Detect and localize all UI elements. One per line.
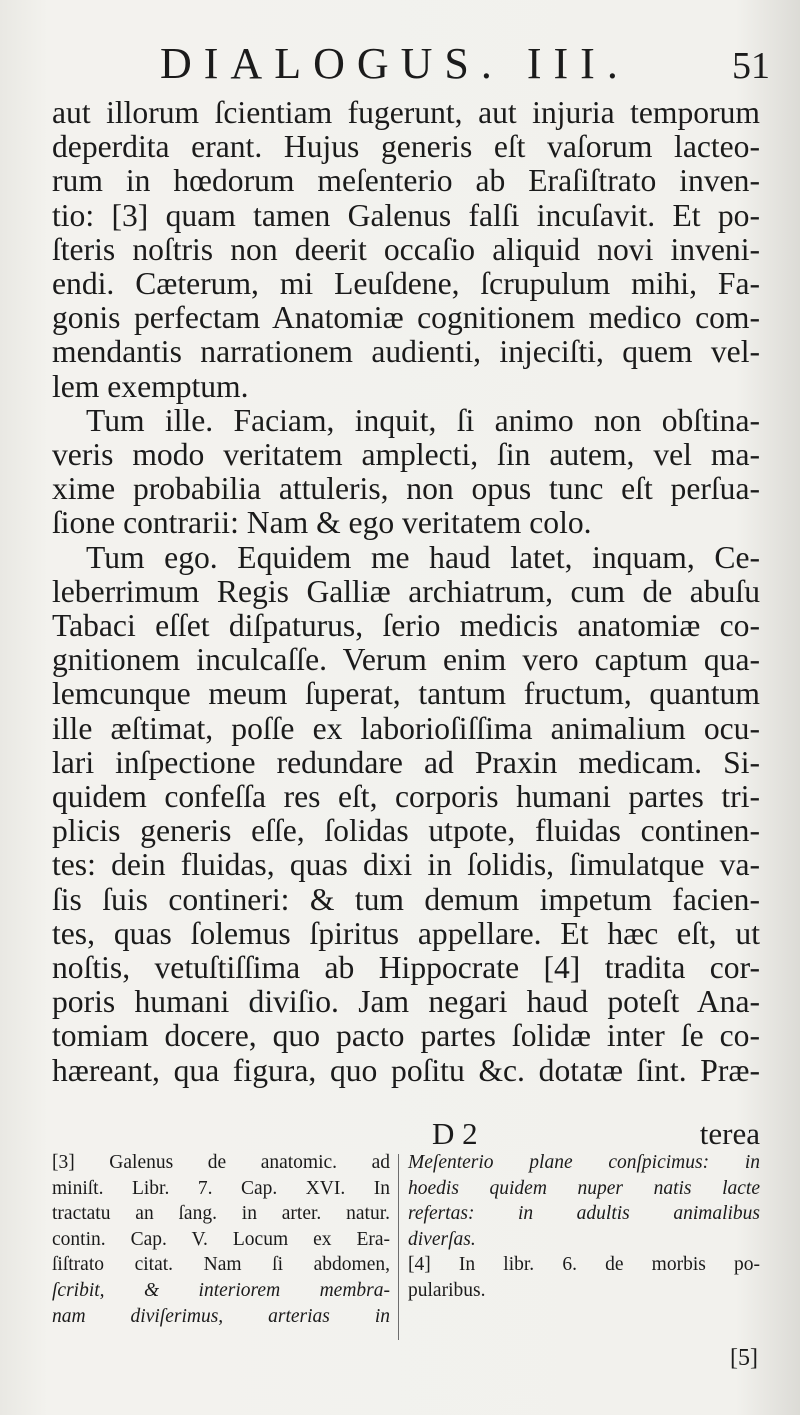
text-line: ille æſtimat, poſſe ex laborioſiſſima animalium ocu-	[52, 710, 760, 746]
text-line: aut illorum ſcientiam fugerunt, aut injuria temporum	[52, 95, 760, 130]
footnote-line: diverſas.	[408, 1228, 476, 1250]
text-line: quidem confeſſa res eſt, corporis humani partes tri-	[52, 779, 760, 815]
signature-mark: D 2	[432, 1116, 478, 1151]
text-line: tio: [3] quam tamen Galenus falſi incuſavit. Et po-	[52, 197, 760, 233]
footnote-line: hoedis quidem nuper natis lacte	[408, 1177, 760, 1199]
text-line: noſtis, vetuſtiſſima ab Hippocrate [4] tradita cor-	[52, 950, 760, 986]
text-line: tomiam docere, quo pacto partes ſolidæ inter ſe co-	[52, 1018, 760, 1054]
text-line: tes: dein fluidas, quas dixi in ſolidis, ſimulatque va-	[52, 847, 760, 883]
footnote-line: pularibus.	[408, 1279, 486, 1301]
text-line: ſis ſuis contineri: & tum demum impetum facien-	[52, 881, 760, 917]
text-line: lem exemptum.	[52, 368, 249, 404]
text-line: Tum ego. Equidem me haud latet, inquam, Ce-	[86, 539, 760, 575]
running-header	[40, 38, 770, 92]
footnote-line: tractatu an ſang. in arter. natur.	[52, 1203, 390, 1225]
footnotes-right-column	[408, 1150, 760, 1304]
footnotes-left-column	[52, 1150, 390, 1329]
text-line: endi. Cæterum, mi Leuſdene, ſcrupulum mihi, Fa-	[52, 266, 760, 302]
text-line: mendantis narrationem audienti, injeciſti, quem vel-	[52, 334, 760, 370]
footnote-line: ſcribit, & interiorem membra-	[52, 1279, 390, 1301]
text-line: Tum ille. Faciam, inquit, ſi animo non obſtina-	[86, 402, 760, 438]
footnote-line: Meſenterio plane conſpicimus: in	[408, 1152, 760, 1173]
footnote-line: refertas: in adultis animalibus	[408, 1203, 760, 1225]
catchword: terea	[699, 1116, 760, 1151]
footnote-line: miniſt. Libr. 7. Cap. XVI. In	[52, 1177, 390, 1199]
text-line: gnitionem inculcaſſe. Verum enim vero captum qua-	[52, 642, 760, 678]
signature-row	[52, 1116, 760, 1152]
text-line: gonis perfectam Anatomiæ cognitionem medico com-	[52, 300, 760, 336]
footnote-line: ſiſtrato citat. Nam ſi abdomen,	[52, 1254, 390, 1276]
footnote-divider	[398, 1154, 399, 1340]
footnotes	[52, 1150, 760, 1350]
text-line: poris humani diviſio. Jam negari haud poteſt Ana-	[52, 984, 760, 1020]
text-line: Tabaci eſſet diſpaturus, ſerio medicis anatomiæ co-	[52, 608, 760, 644]
text-line: tes, quas ſolemus ſpiritus appellare. Et hæc eſt, ut	[52, 915, 760, 951]
page-number: 51	[732, 45, 770, 87]
text-line: veris modo veritatem amplecti, ſin autem, vel ma-	[52, 437, 760, 473]
footnote-line: [3] Galenus de anatomic. ad	[52, 1152, 390, 1173]
text-line: ſteris noſtris non deerit occaſio aliquid novi inveni-	[52, 231, 760, 267]
text-line: lari inſpectione redundare ad Praxin medicam. Si-	[52, 744, 760, 780]
text-line: xime probabilia attuleris, non opus tunc eſt perſua-	[52, 471, 760, 507]
text-line: plicis generis eſſe, ſolidas utpote, fluidas continen-	[52, 813, 760, 849]
text-line: deperdita erant. Hujus generis eſt vaſorum lacteo-	[52, 129, 760, 165]
main-text	[52, 96, 760, 1088]
footnote-line: [4] In libr. 6. de morbis po-	[408, 1254, 760, 1276]
text-line: leberrimum Regis Galliæ archiatrum, cum de abuſu	[52, 573, 760, 609]
footer-mark: [5]	[730, 1345, 758, 1371]
footnote-line: contin. Cap. V. Locum ex Era-	[52, 1228, 390, 1250]
text-line: ſione contrarii: Nam & ego veritatem colo.	[52, 505, 592, 541]
text-line: hæreant, qua figura, quo poſitu &c. dotatæ ſint. Præ-	[52, 1052, 760, 1088]
text-line: rum in hœdorum meſenterio ab Eraſiſtrato inven-	[52, 163, 760, 199]
footnote-line: nam diviſerimus, arterias in	[52, 1305, 390, 1327]
text-line: lemcunque meum ſuperat, tantum fructum, quantum	[52, 676, 760, 712]
header-title: DIALOGUS. III.	[160, 39, 630, 88]
